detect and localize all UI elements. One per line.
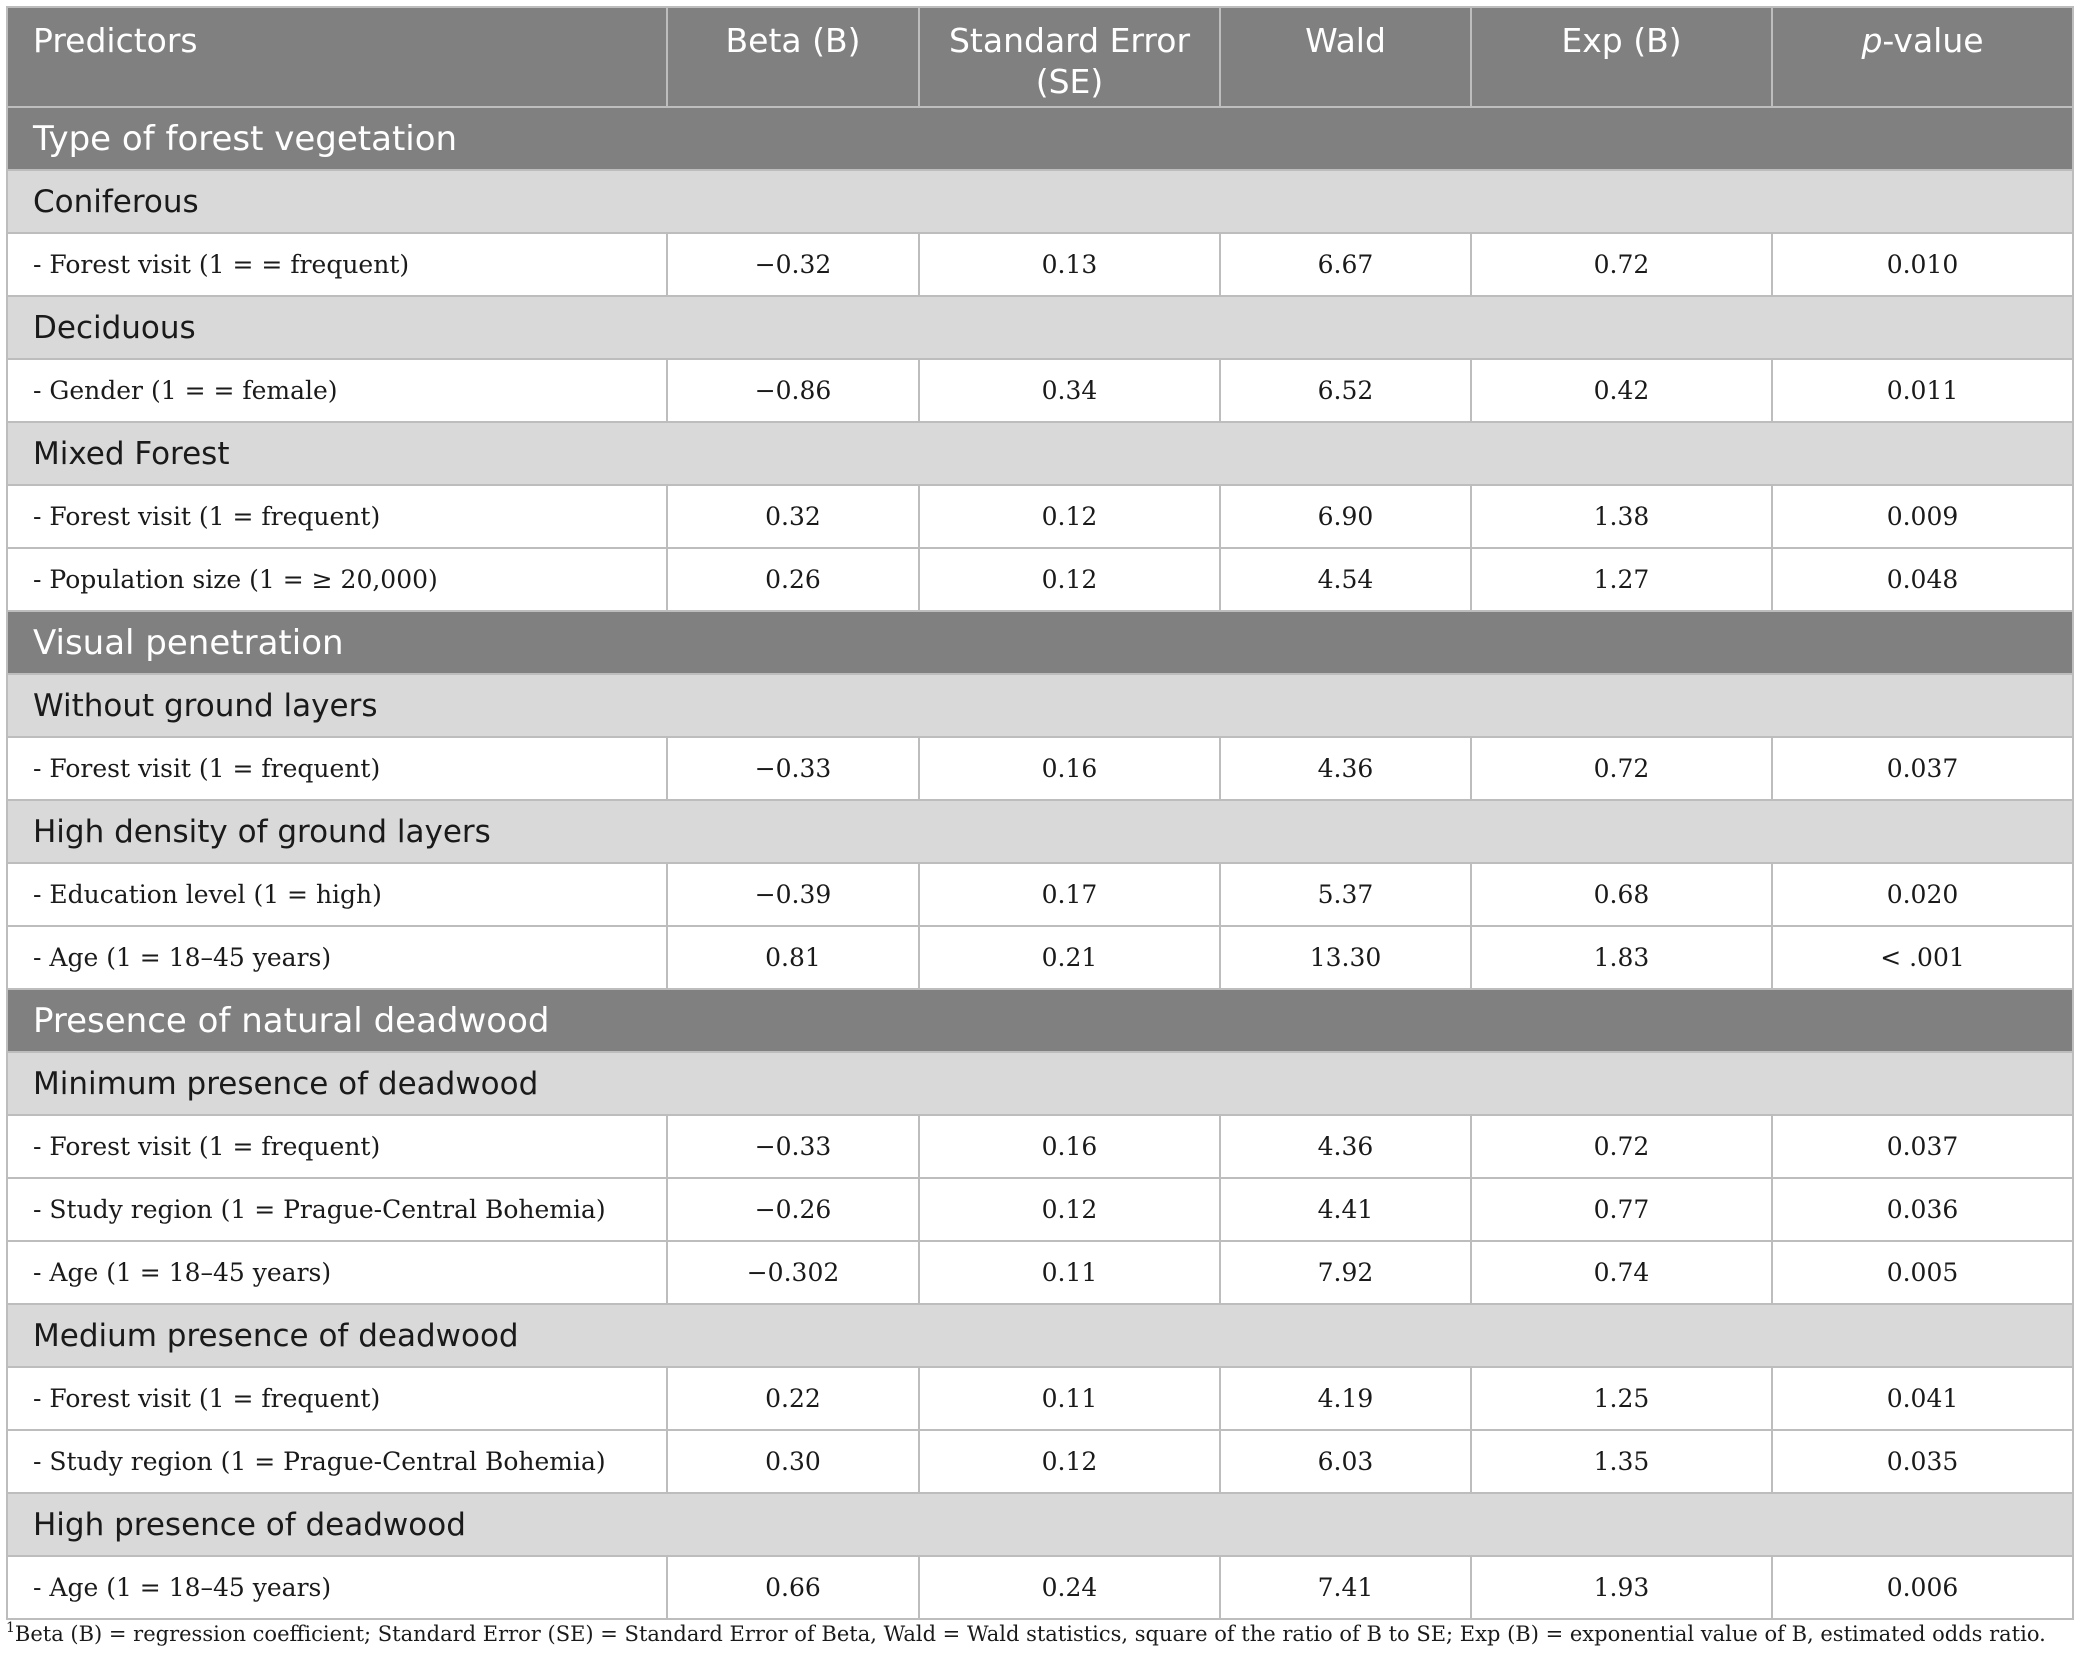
exp-b-cell: 0.72 bbox=[1471, 233, 1772, 296]
subgroup-title: Without ground layers bbox=[7, 674, 2073, 737]
exp-b-cell: 1.27 bbox=[1471, 548, 1772, 611]
exp-b-cell: 1.83 bbox=[1471, 926, 1772, 989]
predictor-label-cell: - Forest visit (1 = = frequent) bbox=[7, 233, 667, 296]
table-row bbox=[7, 548, 2073, 611]
exp-b-cell: 0.74 bbox=[1471, 1241, 1772, 1304]
se-cell: 0.12 bbox=[919, 548, 1220, 611]
table-body bbox=[7, 107, 2073, 1619]
exp-b-cell: 0.68 bbox=[1471, 863, 1772, 926]
exp-b-cell: 0.77 bbox=[1471, 1178, 1772, 1241]
p-value-cell: 0.035 bbox=[1772, 1430, 2073, 1493]
beta-cell: 0.32 bbox=[667, 485, 919, 548]
p-value-cell: 0.036 bbox=[1772, 1178, 2073, 1241]
se-cell: 0.11 bbox=[919, 1241, 1220, 1304]
regression-table bbox=[6, 6, 2074, 1620]
section-title: Visual penetration bbox=[7, 611, 2073, 674]
predictor-label-cell: - Education level (1 = high) bbox=[7, 863, 667, 926]
section-title: Type of forest vegetation bbox=[7, 107, 2073, 170]
predictor-label-cell: - Age (1 = 18–45 years) bbox=[7, 1556, 667, 1619]
beta-cell: 0.30 bbox=[667, 1430, 919, 1493]
subgroup-title: High presence of deadwood bbox=[7, 1493, 2073, 1556]
se-cell: 0.13 bbox=[919, 233, 1220, 296]
wald-cell: 6.52 bbox=[1220, 359, 1471, 422]
predictor-label-cell: - Forest visit (1 = frequent) bbox=[7, 1115, 667, 1178]
regression-table-container bbox=[6, 6, 2072, 1620]
subgroup-header-row bbox=[7, 296, 2073, 359]
se-cell: 0.16 bbox=[919, 1115, 1220, 1178]
predictor-label-cell: - Forest visit (1 = frequent) bbox=[7, 737, 667, 800]
beta-cell: −0.33 bbox=[667, 737, 919, 800]
se-cell: 0.12 bbox=[919, 1430, 1220, 1493]
table-header-row bbox=[7, 7, 2073, 107]
header-p-italic: p bbox=[1861, 21, 1883, 60]
table-row bbox=[7, 359, 2073, 422]
subgroup-title: Deciduous bbox=[7, 296, 2073, 359]
predictor-label-cell: - Gender (1 = = female) bbox=[7, 359, 667, 422]
subgroup-header-row bbox=[7, 1493, 2073, 1556]
footnote-text: Beta (B) = regression coefficient; Standard Error (SE) = Standard Error of Beta, Wald = Wald statistics, square of the ratio of B to SE; Exp (B) = exponential value of B, estimated odds ratio. bbox=[14, 1622, 2046, 1646]
table-row bbox=[7, 233, 2073, 296]
beta-cell: −0.302 bbox=[667, 1241, 919, 1304]
subgroup-title: High density of ground layers bbox=[7, 800, 2073, 863]
beta-cell: 0.22 bbox=[667, 1367, 919, 1430]
p-value-cell: 0.010 bbox=[1772, 233, 2073, 296]
section-header-row bbox=[7, 989, 2073, 1052]
wald-cell: 6.90 bbox=[1220, 485, 1471, 548]
subgroup-header-row bbox=[7, 1304, 2073, 1367]
wald-cell: 4.41 bbox=[1220, 1178, 1471, 1241]
wald-cell: 6.67 bbox=[1220, 233, 1471, 296]
se-cell: 0.34 bbox=[919, 359, 1220, 422]
header-standard-error: Standard Error (SE) bbox=[919, 7, 1220, 107]
section-header-row bbox=[7, 107, 2073, 170]
subgroup-header-row bbox=[7, 170, 2073, 233]
header-beta: Beta (B) bbox=[667, 7, 919, 107]
predictor-label-cell: - Forest visit (1 = frequent) bbox=[7, 1367, 667, 1430]
exp-b-cell: 0.72 bbox=[1471, 1115, 1772, 1178]
predictor-label-cell: - Study region (1 = Prague-Central Bohemia) bbox=[7, 1178, 667, 1241]
beta-cell: 0.81 bbox=[667, 926, 919, 989]
beta-cell: −0.32 bbox=[667, 233, 919, 296]
table-row bbox=[7, 926, 2073, 989]
predictor-label-cell: - Population size (1 = ≥ 20,000) bbox=[7, 548, 667, 611]
p-value-cell: 0.037 bbox=[1772, 737, 2073, 800]
predictor-label-cell: - Forest visit (1 = frequent) bbox=[7, 485, 667, 548]
p-value-cell: 0.006 bbox=[1772, 1556, 2073, 1619]
header-p-suffix: -value bbox=[1882, 21, 1984, 60]
wald-cell: 13.30 bbox=[1220, 926, 1471, 989]
table-row bbox=[7, 1367, 2073, 1430]
exp-b-cell: 1.93 bbox=[1471, 1556, 1772, 1619]
p-value-cell: 0.009 bbox=[1772, 485, 2073, 548]
beta-cell: 0.66 bbox=[667, 1556, 919, 1619]
p-value-cell: 0.048 bbox=[1772, 548, 2073, 611]
exp-b-cell: 1.35 bbox=[1471, 1430, 1772, 1493]
table-footnote bbox=[6, 1620, 2046, 1646]
predictor-label-cell: - Age (1 = 18–45 years) bbox=[7, 1241, 667, 1304]
exp-b-cell: 0.72 bbox=[1471, 737, 1772, 800]
p-value-cell: 0.037 bbox=[1772, 1115, 2073, 1178]
se-cell: 0.12 bbox=[919, 485, 1220, 548]
beta-cell: −0.39 bbox=[667, 863, 919, 926]
subgroup-title: Minimum presence of deadwood bbox=[7, 1052, 2073, 1115]
header-predictors: Predictors bbox=[7, 7, 667, 107]
subgroup-title: Mixed Forest bbox=[7, 422, 2073, 485]
wald-cell: 4.36 bbox=[1220, 1115, 1471, 1178]
table-row bbox=[7, 737, 2073, 800]
exp-b-cell: 1.25 bbox=[1471, 1367, 1772, 1430]
se-cell: 0.24 bbox=[919, 1556, 1220, 1619]
table-row bbox=[7, 1556, 2073, 1619]
header-wald: Wald bbox=[1220, 7, 1471, 107]
subgroup-header-row bbox=[7, 800, 2073, 863]
p-value-cell: 0.005 bbox=[1772, 1241, 2073, 1304]
exp-b-cell: 0.42 bbox=[1471, 359, 1772, 422]
subgroup-title: Medium presence of deadwood bbox=[7, 1304, 2073, 1367]
beta-cell: 0.26 bbox=[667, 548, 919, 611]
wald-cell: 4.36 bbox=[1220, 737, 1471, 800]
table-row bbox=[7, 863, 2073, 926]
header-p-value bbox=[1772, 7, 2073, 107]
table-row bbox=[7, 1178, 2073, 1241]
wald-cell: 6.03 bbox=[1220, 1430, 1471, 1493]
header-exp-b: Exp (B) bbox=[1471, 7, 1772, 107]
subgroup-header-row bbox=[7, 674, 2073, 737]
wald-cell: 7.41 bbox=[1220, 1556, 1471, 1619]
p-value-cell: 0.011 bbox=[1772, 359, 2073, 422]
se-cell: 0.12 bbox=[919, 1178, 1220, 1241]
footnote-marker: 1 bbox=[6, 1620, 15, 1636]
section-header-row bbox=[7, 611, 2073, 674]
beta-cell: −0.33 bbox=[667, 1115, 919, 1178]
beta-cell: −0.86 bbox=[667, 359, 919, 422]
wald-cell: 4.54 bbox=[1220, 548, 1471, 611]
subgroup-header-row bbox=[7, 422, 2073, 485]
se-cell: 0.11 bbox=[919, 1367, 1220, 1430]
beta-cell: −0.26 bbox=[667, 1178, 919, 1241]
predictor-label-cell: - Age (1 = 18–45 years) bbox=[7, 926, 667, 989]
exp-b-cell: 1.38 bbox=[1471, 485, 1772, 548]
table-row bbox=[7, 1241, 2073, 1304]
predictor-label-cell: - Study region (1 = Prague-Central Bohemia) bbox=[7, 1430, 667, 1493]
subgroup-header-row bbox=[7, 1052, 2073, 1115]
se-cell: 0.17 bbox=[919, 863, 1220, 926]
p-value-cell: < .001 bbox=[1772, 926, 2073, 989]
subgroup-title: Coniferous bbox=[7, 170, 2073, 233]
table-row bbox=[7, 485, 2073, 548]
wald-cell: 4.19 bbox=[1220, 1367, 1471, 1430]
se-cell: 0.16 bbox=[919, 737, 1220, 800]
table-row bbox=[7, 1430, 2073, 1493]
table-row bbox=[7, 1115, 2073, 1178]
wald-cell: 5.37 bbox=[1220, 863, 1471, 926]
se-cell: 0.21 bbox=[919, 926, 1220, 989]
p-value-cell: 0.020 bbox=[1772, 863, 2073, 926]
section-title: Presence of natural deadwood bbox=[7, 989, 2073, 1052]
wald-cell: 7.92 bbox=[1220, 1241, 1471, 1304]
p-value-cell: 0.041 bbox=[1772, 1367, 2073, 1430]
